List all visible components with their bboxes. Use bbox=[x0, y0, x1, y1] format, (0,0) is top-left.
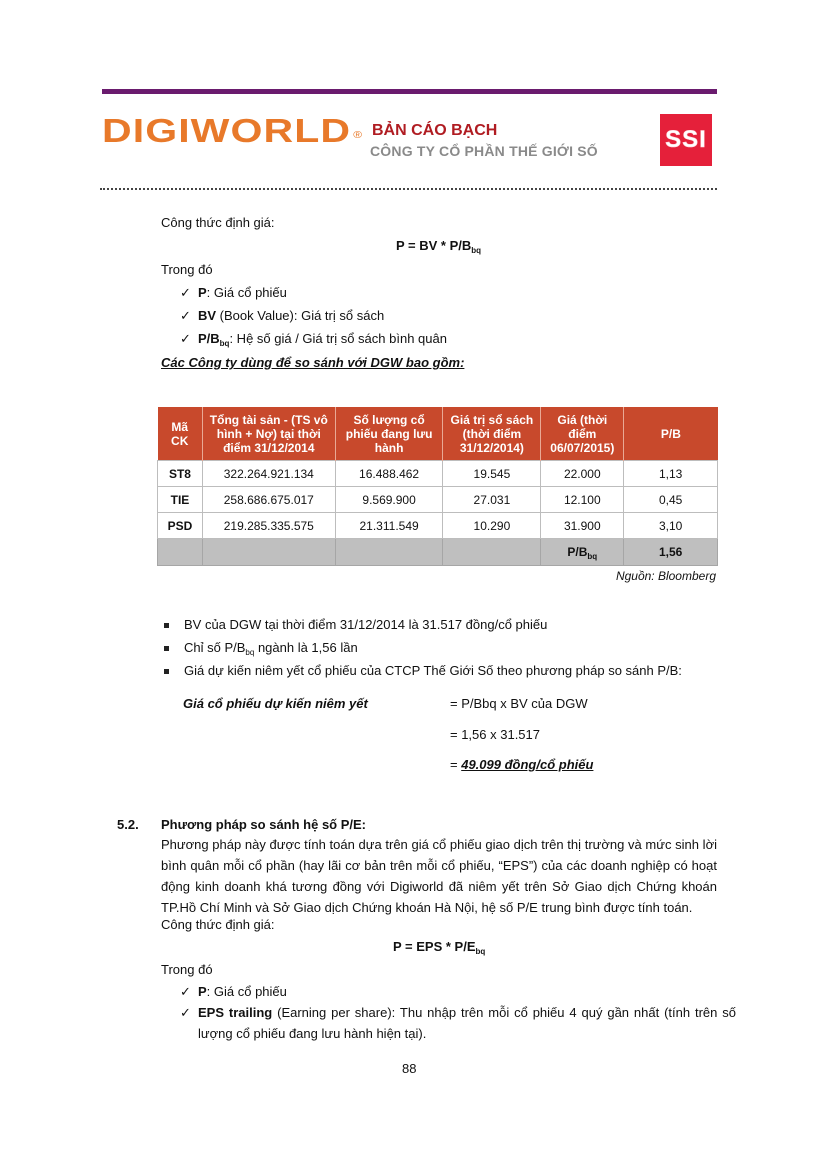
cell-book-value: 10.290 bbox=[443, 513, 541, 539]
bullet-text: BV của DGW tại thời điểm 31/12/2014 là 31.517 đồng/cổ phiếu bbox=[184, 617, 548, 632]
cell-net-assets: 219.285.335.575 bbox=[202, 513, 335, 539]
col-header-net-assets: Tổng tài sản - (TS vô hình + Nợ) tại thời điểm 31/12/2014 bbox=[202, 407, 335, 461]
document-title: BẢN CÁO BẠCH bbox=[372, 122, 498, 139]
bullet-text-post: ngành là 1,56 lần bbox=[254, 640, 358, 655]
definition-term: P bbox=[198, 984, 207, 999]
cell-code: TIE bbox=[158, 487, 203, 513]
definition-text: : Giá cổ phiếu bbox=[206, 285, 287, 300]
table-source: Nguồn: Bloomberg bbox=[615, 569, 716, 583]
col-header-pb: P/B bbox=[624, 407, 718, 461]
cell-book-value: 19.545 bbox=[443, 461, 541, 487]
definition-term: BV bbox=[198, 308, 217, 323]
definition-item bbox=[180, 331, 447, 347]
comparables-heading: Các Công ty dùng để so sánh với DGW bao gồm: bbox=[161, 355, 465, 370]
result-value: 49.099 đồng/cổ phiếu bbox=[461, 757, 594, 772]
cell-price: 22.000 bbox=[541, 461, 624, 487]
bullet-subscript: bq bbox=[245, 648, 255, 657]
registered-mark: ® bbox=[353, 129, 364, 141]
square-bullet-icon bbox=[164, 623, 169, 628]
checkmark-icon: ✓ bbox=[180, 308, 191, 323]
checkmark-icon: ✓ bbox=[180, 285, 191, 300]
col-header-code: Mã CK bbox=[158, 407, 203, 461]
formula-label: Công thức định giá: bbox=[161, 215, 275, 230]
average-label-text: P/B bbox=[567, 545, 588, 559]
header-bar bbox=[102, 89, 717, 94]
col-header-book-value: Giá trị sổ sách (thời điểm 31/12/2014) bbox=[443, 407, 541, 461]
cell-shares: 9.569.900 bbox=[335, 487, 443, 513]
comparables-table bbox=[157, 407, 718, 566]
definition-item bbox=[180, 1002, 736, 1044]
where-label: Trong đó bbox=[161, 262, 213, 277]
section-number: 5.2. bbox=[117, 817, 139, 832]
definition-item bbox=[180, 308, 384, 324]
cell-book-value: 27.031 bbox=[443, 487, 541, 513]
cell-net-assets: 258.686.675.017 bbox=[202, 487, 335, 513]
cell-price: 12.100 bbox=[541, 487, 624, 513]
cell-net-assets: 322.264.921.134 bbox=[202, 461, 335, 487]
cell-code: PSD bbox=[158, 513, 203, 539]
result-prefix: = bbox=[450, 757, 462, 772]
formula-label: Công thức định giá: bbox=[161, 917, 275, 932]
table-row bbox=[158, 487, 718, 513]
summary-bullet bbox=[164, 640, 358, 656]
average-value: 1,56 bbox=[624, 539, 718, 566]
cell-shares: 21.311.549 bbox=[335, 513, 443, 539]
definition-term: P/B bbox=[198, 331, 220, 346]
section-title: Phương pháp so sánh hệ số P/E: bbox=[161, 817, 367, 832]
cell-shares: 16.488.462 bbox=[335, 461, 443, 487]
formula-text: P = BV * P/B bbox=[396, 238, 472, 253]
calc-result bbox=[450, 757, 593, 773]
cell-pb: 3,10 bbox=[624, 513, 718, 539]
empty-cell bbox=[158, 539, 203, 566]
formula-subscript: bq bbox=[475, 947, 486, 956]
empty-cell bbox=[443, 539, 541, 566]
table-row bbox=[158, 513, 718, 539]
table-header-row bbox=[158, 407, 718, 461]
pb-formula bbox=[396, 238, 481, 254]
col-header-price: Giá (thời điểm 06/07/2015) bbox=[541, 407, 624, 461]
pe-formula bbox=[393, 939, 485, 955]
logo-text: DIGIWORLD bbox=[102, 113, 352, 151]
calc-label: Giá cổ phiếu dự kiến niêm yết bbox=[183, 696, 368, 711]
average-label-subscript: bq bbox=[587, 552, 598, 561]
cell-price: 31.900 bbox=[541, 513, 624, 539]
definition-text: (Earning per share): Thu nhập trên mỗi cổ phiếu 4 quý gần nhất (tính trên số lượng cổ phiếu đang lưu hành hiện tại). bbox=[198, 1005, 736, 1041]
bullet-text: Chỉ số P/B bbox=[184, 640, 246, 655]
definition-term-subscript: bq bbox=[219, 339, 230, 348]
average-row bbox=[158, 539, 718, 566]
checkmark-icon: ✓ bbox=[180, 331, 191, 346]
definition-text: : Hệ số giá / Giá trị sổ sách bình quân bbox=[229, 331, 447, 346]
formula-subscript: bq bbox=[471, 246, 482, 255]
definition-item bbox=[180, 285, 287, 301]
summary-bullet bbox=[164, 617, 547, 633]
cell-pb: 0,45 bbox=[624, 487, 718, 513]
definition-term: EPS trailing bbox=[198, 1005, 273, 1020]
empty-cell bbox=[202, 539, 335, 566]
cell-pb: 1,13 bbox=[624, 461, 718, 487]
cell-code: ST8 bbox=[158, 461, 203, 487]
table-row bbox=[158, 461, 718, 487]
where-label: Trong đó bbox=[161, 962, 213, 977]
checkmark-icon: ✓ bbox=[180, 1005, 191, 1020]
definition-item bbox=[180, 984, 287, 1000]
digiworld-logo bbox=[102, 114, 363, 149]
section-paragraph: Phương pháp này được tính toán dựa trên giá cổ phiếu giao dịch trên thị trường và mức sinh lời bình quân mỗi cổ phần (hay lãi cơ bản trên mỗi cổ phiếu, “EPS”) của các doanh nghiệp có hoạt động kinh doanh khá tương đồng với Digiworld đã niêm yết trên Sở Giao dịch Chứng khoán TP.Hồ Chí Minh và Sở Giao dịch Chứng khoán Hà Nội, hệ số P/E trung bình được tính toán. bbox=[161, 837, 717, 915]
formula-text: P = EPS * P/E bbox=[393, 939, 476, 954]
empty-cell bbox=[335, 539, 443, 566]
summary-bullet bbox=[164, 663, 682, 679]
definition-text: (Book Value): Giá trị sổ sách bbox=[216, 308, 385, 323]
average-label bbox=[541, 539, 624, 566]
col-header-shares: Số lượng cổ phiếu đang lưu hành bbox=[335, 407, 443, 461]
square-bullet-icon bbox=[164, 646, 169, 651]
ssi-logo-text: SSI bbox=[665, 126, 707, 153]
bullet-text: Giá dự kiến niêm yết cổ phiếu của CTCP Thế Giới Số theo phương pháp so sánh P/B: bbox=[184, 663, 682, 678]
calc-line: = P/Bbq x BV của DGW bbox=[450, 696, 588, 711]
company-name: CÔNG TY CỔ PHẦN THẾ GIỚI SỐ bbox=[370, 143, 598, 159]
page-number: 88 bbox=[402, 1061, 417, 1076]
header-divider bbox=[100, 188, 717, 190]
calc-line: = 1,56 x 31.517 bbox=[450, 727, 540, 742]
definition-text: : Giá cổ phiếu bbox=[206, 984, 287, 999]
checkmark-icon: ✓ bbox=[180, 984, 191, 999]
definition-term: P bbox=[198, 285, 207, 300]
ssi-logo bbox=[660, 114, 712, 166]
square-bullet-icon bbox=[164, 669, 169, 674]
